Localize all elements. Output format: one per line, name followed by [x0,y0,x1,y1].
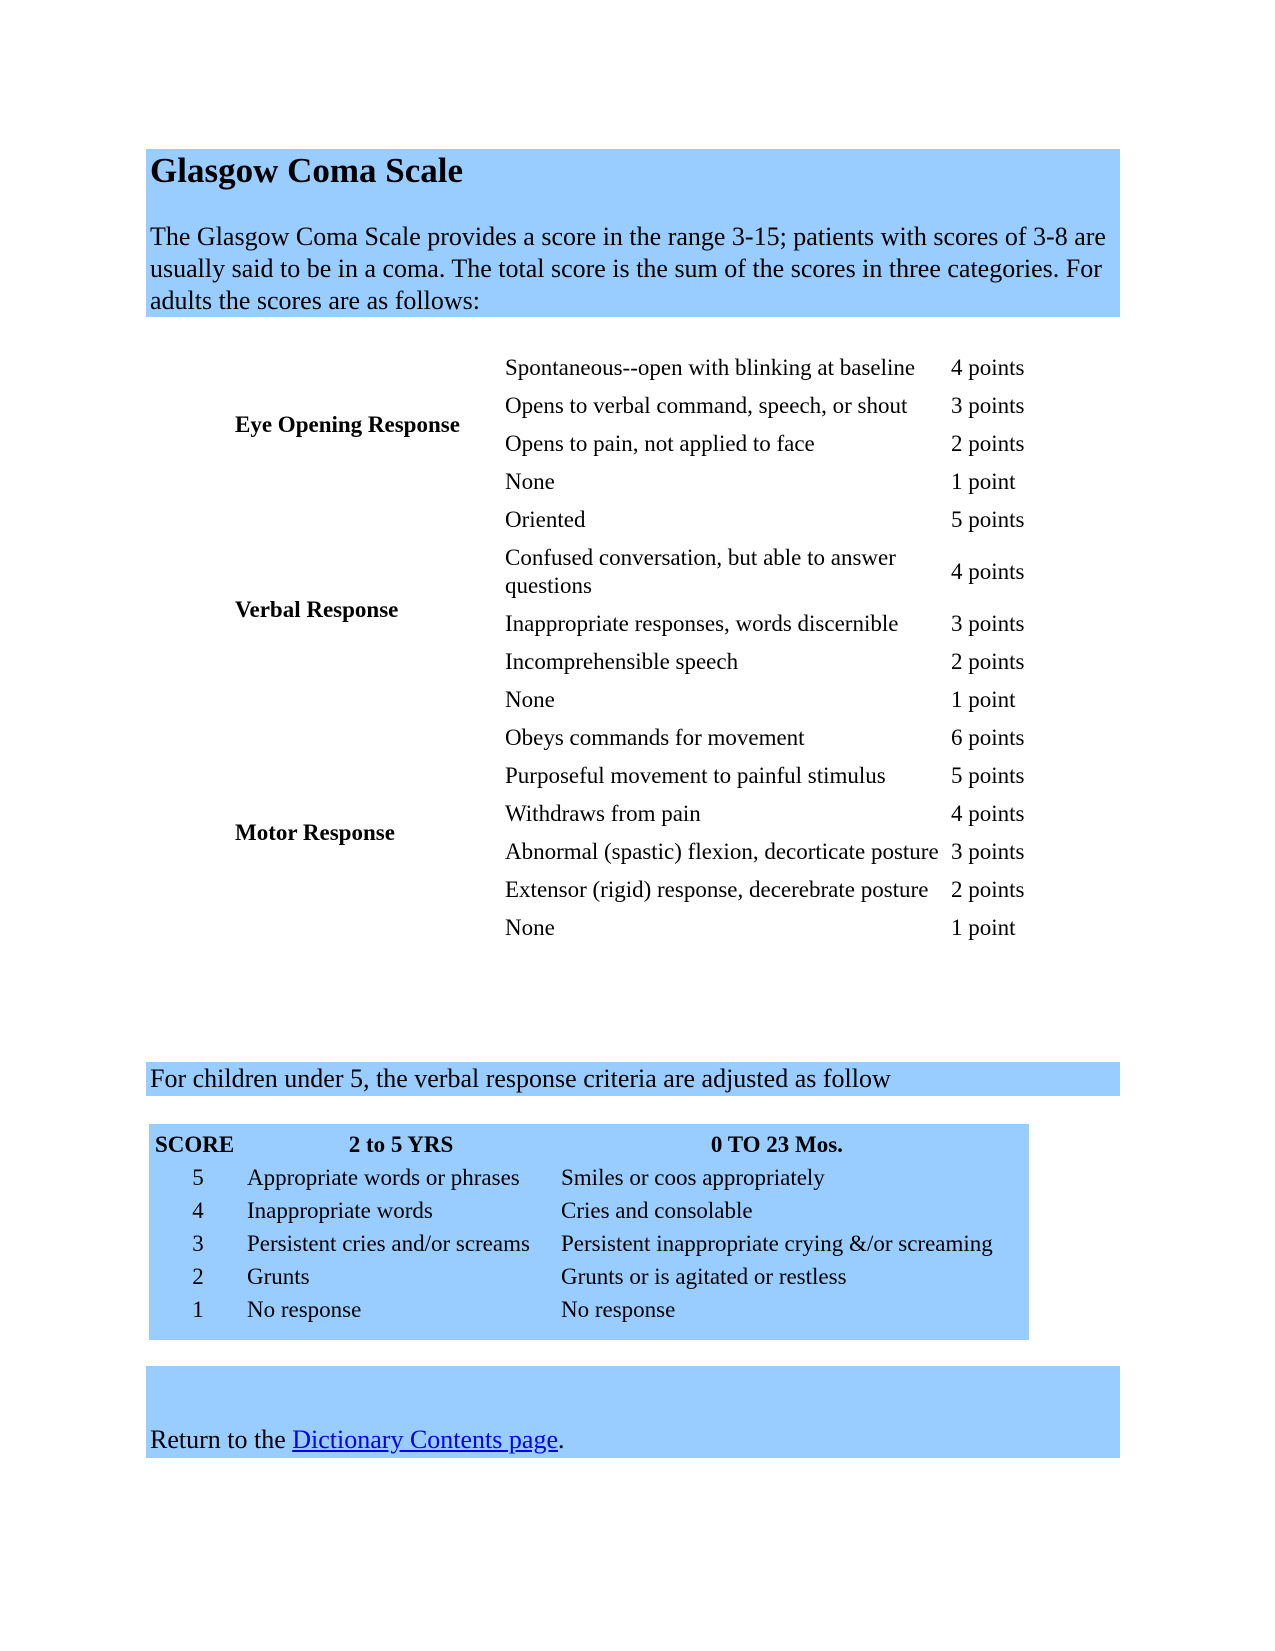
response-points: 5 points [951,763,1025,788]
response-points: 2 points [951,877,1025,902]
children-table-row [153,1260,995,1293]
return-suffix: . [557,1425,565,1454]
response-description: None [505,915,555,940]
header-band [146,149,1120,317]
response-points: 3 points [951,839,1025,864]
col-header-0-to-23-mos: 0 TO 23 Mos. [710,1132,843,1157]
response-points: 2 points [951,431,1025,456]
return-line [150,1424,564,1456]
response-description: Purposeful movement to painful stimulus [505,763,886,788]
adult-score-table [229,349,1030,947]
response-points: 3 points [951,393,1025,418]
adult-table-row [229,501,1030,539]
return-band [146,1366,1120,1458]
category-label: Verbal Response [235,597,399,622]
response-description: Confused conversation, but able to answer questions [505,545,896,598]
response-description: Withdraws from pain [505,801,701,826]
score-cell: 3 [192,1231,204,1256]
score-cell: 4 [192,1198,204,1223]
children-table-box [149,1124,1029,1340]
age-0-to-23-mos-cell: Persistent inappropriate crying &/or screaming [561,1231,993,1256]
children-table-row [153,1293,995,1326]
children-table-row [153,1194,995,1227]
response-points: 6 points [951,725,1025,750]
age-2-to-5-cell: Persistent cries and/or screams [247,1231,530,1256]
response-description: Extensor (rigid) response, decerebrate posture [505,877,929,902]
score-cell: 1 [192,1297,204,1322]
response-points: 1 point [951,469,1016,494]
response-points: 1 point [951,915,1016,940]
category-label: Eye Opening Response [235,412,460,437]
age-0-to-23-mos-cell: No response [561,1297,676,1322]
response-points: 2 points [951,649,1025,674]
age-0-to-23-mos-cell: Smiles or coos appropriately [561,1165,825,1190]
response-points: 1 point [951,687,1016,712]
response-description: Opens to pain, not applied to face [505,431,815,456]
intro-paragraph: The Glasgow Coma Scale provides a score in the range 3-15; patients with scores of 3-8 are usually said to be in a coma. The total score is the sum of the scores in three categories. For adults the scores are as follows: [150,222,1106,315]
response-description: Abnormal (spastic) flexion, decorticate posture [505,839,939,864]
adult-score-table-body [229,349,1030,947]
response-description: Oriented [505,507,586,532]
age-2-to-5-cell: No response [247,1297,362,1322]
return-prefix: Return to the [150,1425,293,1454]
dictionary-contents-link[interactable]: Dictionary Contents page [292,1425,558,1454]
col-header-2-to-5-yrs: 2 to 5 YRS [348,1132,454,1157]
adult-table-row [229,719,1030,757]
children-table-row [153,1161,995,1194]
response-points: 5 points [951,507,1025,532]
age-2-to-5-cell: Appropriate words or phrases [247,1165,520,1190]
score-cell: 5 [192,1165,204,1190]
response-points: 3 points [951,611,1025,636]
children-table-row [153,1227,995,1260]
score-cell: 2 [192,1264,204,1289]
children-table-body [153,1161,995,1326]
response-description: Incomprehensible speech [505,649,739,674]
adult-table-row [229,349,1030,387]
age-0-to-23-mos-cell: Cries and consolable [561,1198,753,1223]
response-description: None [505,687,555,712]
children-table-header-row [153,1128,995,1161]
children-heading: For children under 5, the verbal response criteria are adjusted as follow [150,1064,891,1093]
response-points: 4 points [951,801,1025,826]
response-points: 4 points [951,559,1025,584]
response-description: Inappropriate responses, words discernible [505,611,899,636]
children-heading-band [146,1062,1120,1096]
response-points: 4 points [951,355,1025,380]
page-title: Glasgow Coma Scale [150,151,464,190]
age-2-to-5-cell: Inappropriate words [247,1198,433,1223]
age-2-to-5-cell: Grunts [247,1264,310,1289]
response-description: None [505,469,555,494]
response-description: Spontaneous--open with blinking at baseline [505,355,916,380]
response-description: Obeys commands for movement [505,725,805,750]
category-label: Motor Response [235,820,395,845]
col-header-score: SCORE [155,1132,235,1157]
age-0-to-23-mos-cell: Grunts or is agitated or restless [561,1264,847,1289]
children-score-table [153,1128,995,1326]
response-description: Opens to verbal command, speech, or shout [505,393,908,418]
